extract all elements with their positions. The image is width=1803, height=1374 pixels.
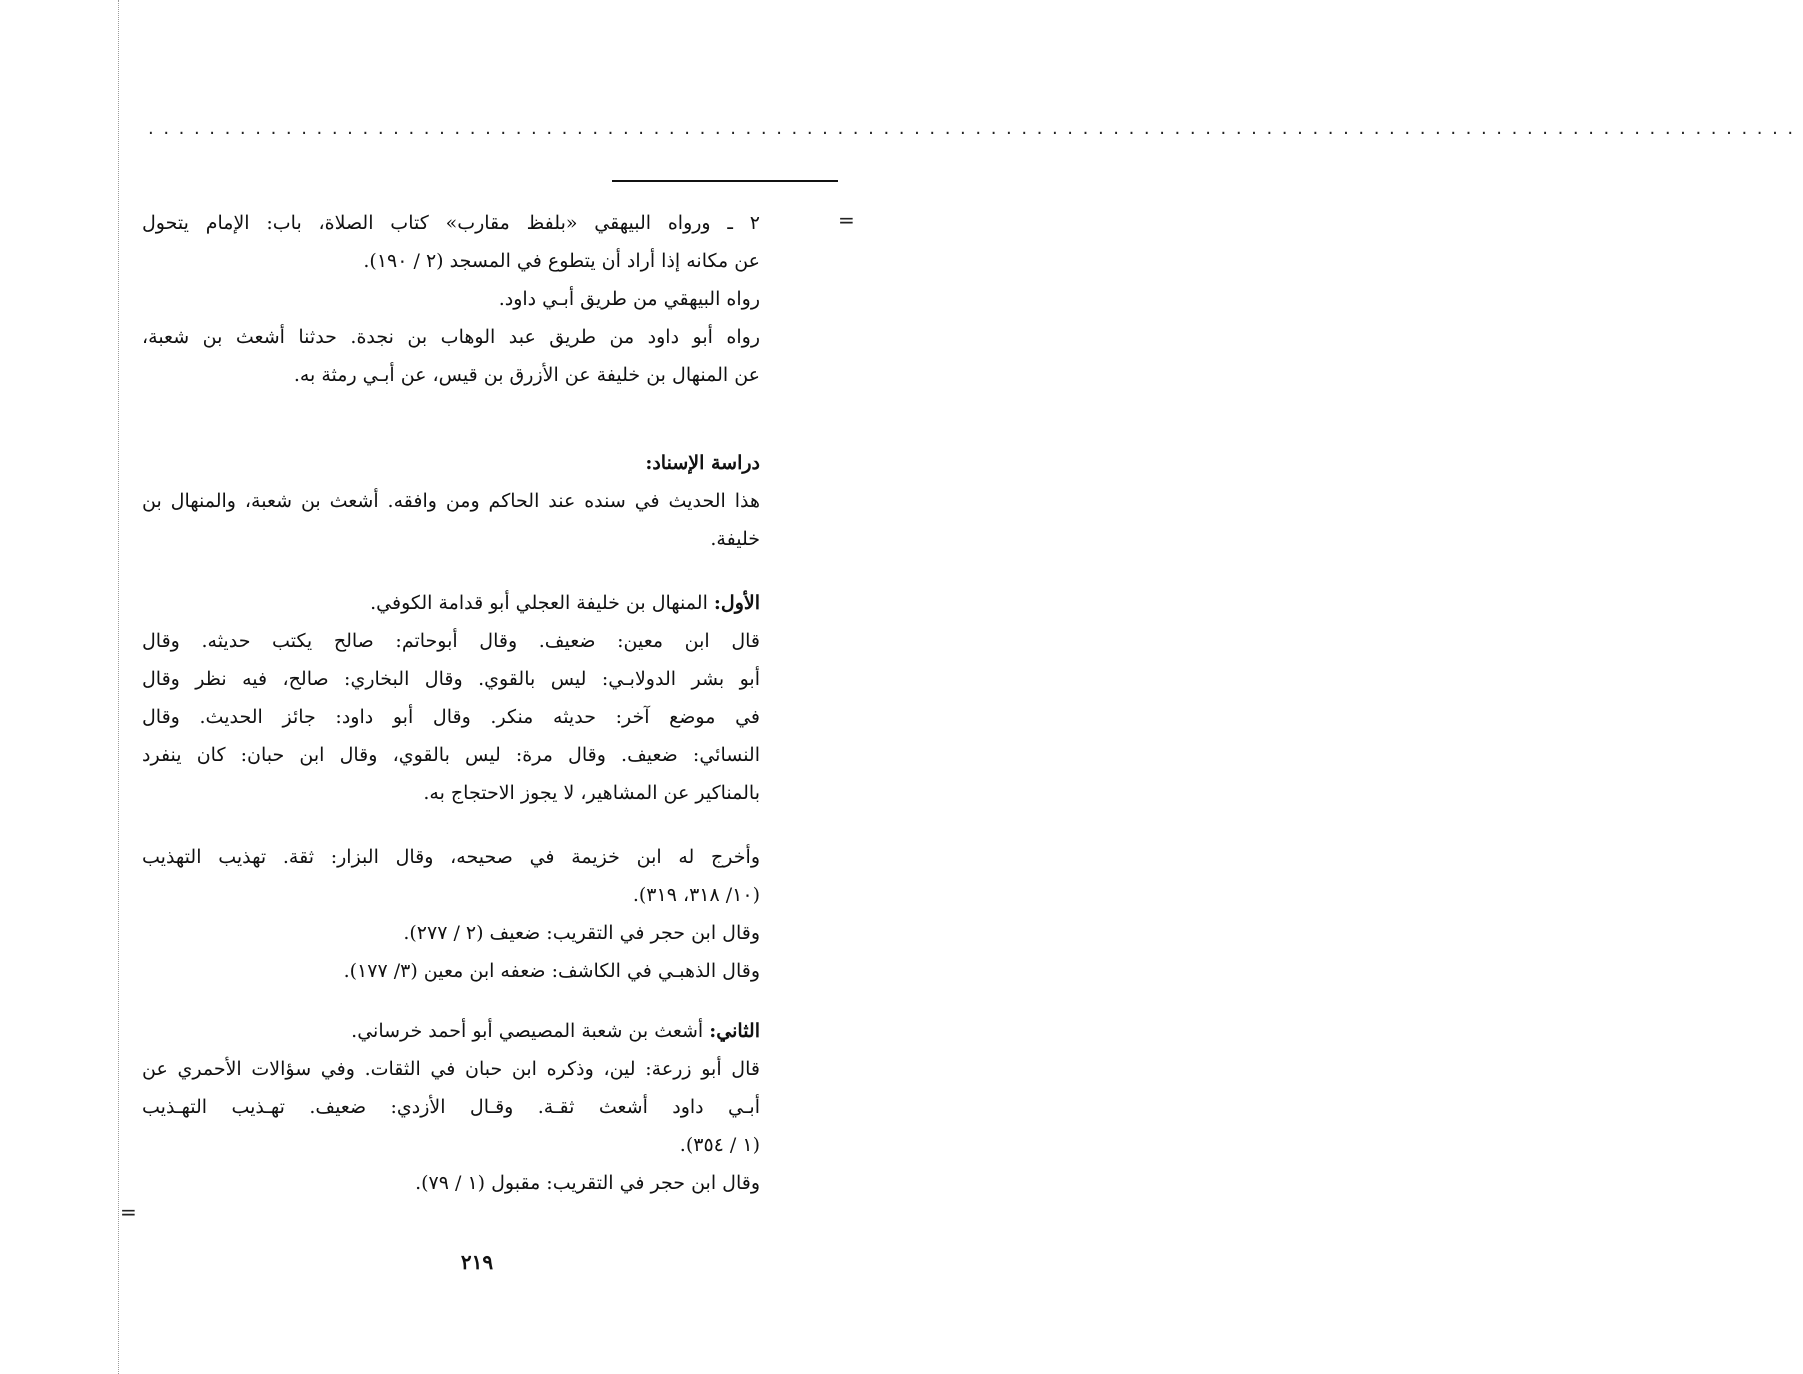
gutter-dotted-line	[118, 0, 119, 1374]
dotted-separator: ............................................................................................................	[148, 118, 1803, 139]
narrator-second-line: أبـي داود أشعث ثقـة. وقـال الأزدي: ضعيف. تهـذيب التهـذيب	[142, 1096, 760, 1118]
narrator-second-line: (١ / ٣٥٤).	[679, 1134, 760, 1156]
page-number: ٢١٩	[460, 1250, 494, 1274]
narrator-first-more-block	[142, 838, 760, 990]
narrator-first-name: المنهال بن خليفة العجلي أبو قدامة الكوفي.	[370, 592, 714, 614]
narrator-first-line: النسائي: ضعيف. وقال مرة: ليس بالقوي، وقال ابن حبان: كان ينفرد	[142, 744, 760, 766]
margin-mark-bottom: =	[120, 1200, 137, 1224]
footnote-line: عن مكانه إذا أراد أن يتطوع في المسجد (٢ / ١٩٠).	[363, 250, 760, 272]
narrator-first-label: الأول:	[713, 592, 760, 614]
narrator-second-line: قال أبو زرعة: لين، وذكره ابن حبان في الثقات. وفي سؤالات الأحمري عن	[142, 1058, 760, 1080]
narrator-first-line: في موضع آخر: حديثه منكر. وقال أبو داود: جائز الحديث. وقال	[142, 706, 760, 728]
margin-mark-top: =	[838, 208, 855, 232]
footnote-line: رواه أبو داود من طريق عبد الوهاب بن نجدة. حدثنا أشعث بن شعبة،	[142, 326, 760, 348]
narrator-first-line: أبو بشر الدولابـي: ليس بالقوي. وقال البخاري: صالح، فيه نظر وقال	[142, 668, 760, 690]
narrator-second-name: أشعث بن شعبة المصيصي أبو أحمد خرساني.	[351, 1020, 710, 1042]
study-intro-block	[142, 482, 760, 558]
narrator-second-label: الثاني:	[709, 1020, 760, 1042]
footnote-line: رواه البيهقي من طريق أبـي داود.	[498, 288, 760, 310]
narrator-first-more-line: وأخرج له ابن خزيمة في صحيحه، وقال البزار: ثقة. تهذيب التهذيب	[142, 846, 760, 868]
footnote-line: عن المنهال بن خليفة عن الأزرق بن قيس، عن أبـي رمثة به.	[293, 364, 760, 386]
study-heading: دراسة الإسناد:	[645, 452, 760, 474]
footnote-block	[142, 204, 760, 394]
narrator-first-title	[142, 584, 760, 622]
narrator-first-line: بالمناكير عن المشاهير، لا يجوز الاحتجاج به.	[423, 782, 760, 804]
narrator-first-more-line: وقال الذهبـي في الكاشف: ضعفه ابن معين (٣/ ١٧٧).	[343, 960, 760, 982]
narrator-second-title	[142, 1012, 760, 1050]
narrator-second-block	[142, 1012, 760, 1202]
footnote-line: ٢ ـ ورواه البيهقي «بلفظ مقارب» كتاب الصلاة، باب: الإمام يتحول	[142, 212, 760, 234]
study-intro-line: خليفة.	[710, 528, 760, 550]
narrator-first-block	[142, 584, 760, 812]
narrator-first-line: قال ابن معين: ضعيف. وقال أبوحاتم: صالح يكتب حديثه. وقال	[142, 630, 760, 652]
study-heading-block	[142, 444, 760, 482]
study-intro-line: هذا الحديث في سنده عند الحاكم ومن وافقه. أشعث بن شعبة، والمنهال بن	[142, 490, 760, 512]
narrator-second-line: وقال ابن حجر في التقريب: مقبول (١ / ٧٩).	[415, 1172, 760, 1194]
narrator-first-more-line: وقال ابن حجر في التقريب: ضعيف (٢ / ٢٧٧).	[403, 922, 760, 944]
footnote-rule	[612, 180, 838, 182]
narrator-first-more-line: (١٠/ ٣١٨، ٣١٩).	[632, 884, 760, 906]
